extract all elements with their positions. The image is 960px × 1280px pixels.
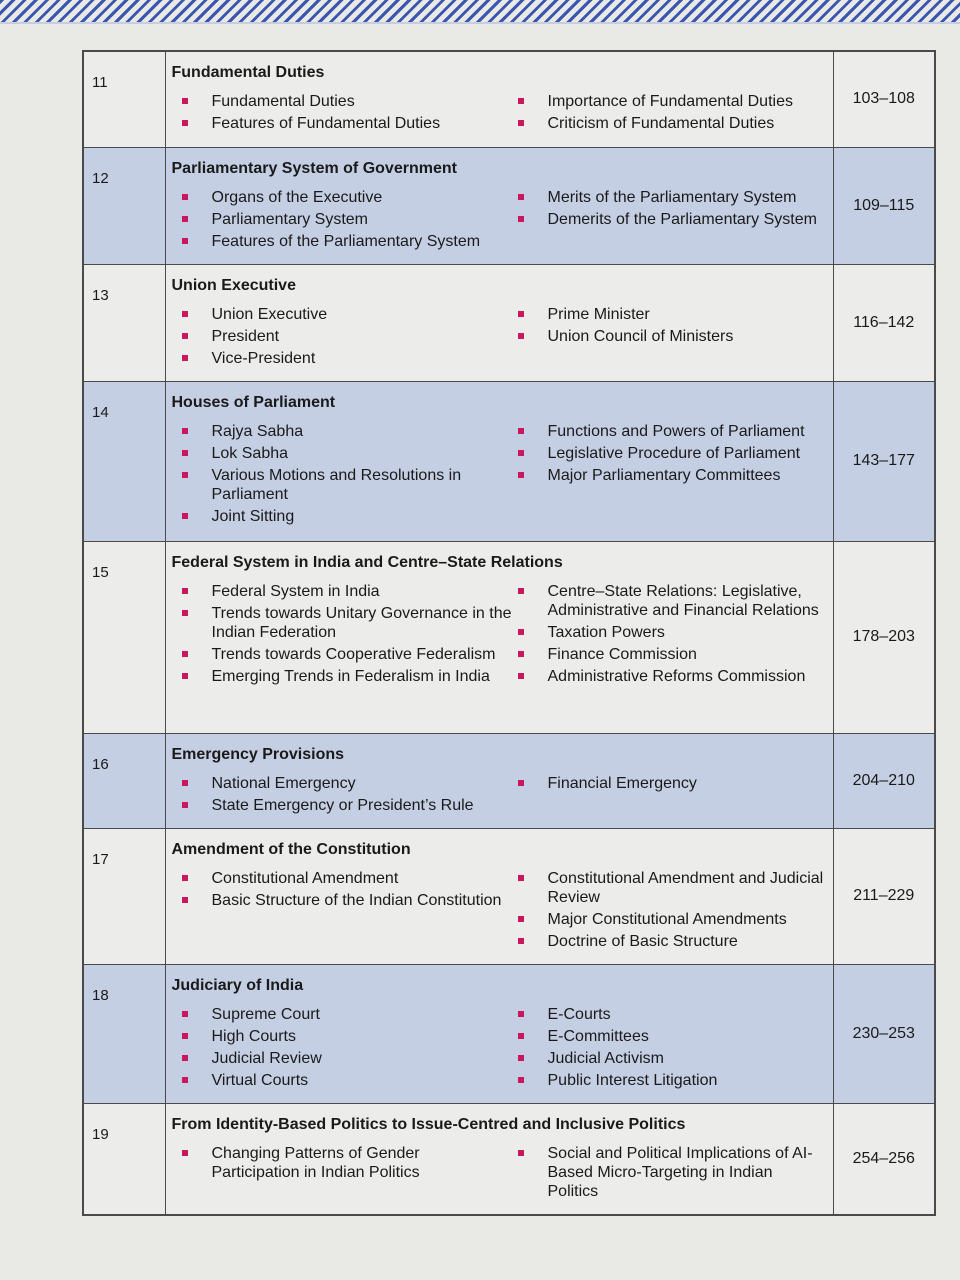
page-range: 178–203 (833, 541, 935, 733)
chapter-number: 12 (83, 147, 165, 264)
topic-columns (172, 582, 825, 689)
pink-square-bullet-icon (518, 1077, 524, 1083)
pink-square-bullet-icon (518, 428, 524, 434)
topic-list (182, 582, 512, 686)
topic-text: Functions and Powers of Parliament (547, 422, 805, 440)
topic-column-left (172, 1144, 512, 1204)
topic-list (182, 305, 512, 368)
topic-item (518, 1049, 825, 1068)
top-decorative-border (0, 0, 960, 24)
pink-square-bullet-icon (518, 98, 524, 104)
topic-item (182, 1049, 512, 1068)
chapter-title: Houses of Parliament (171, 393, 336, 411)
topic-list (182, 92, 512, 133)
page-range: 230–253 (833, 964, 935, 1103)
topic-column-left (172, 1005, 512, 1093)
page-range: 254–256 (833, 1103, 935, 1215)
topic-text: President (211, 327, 280, 345)
topic-item (182, 327, 512, 346)
topic-text: Importance of Fundamental Duties (547, 93, 793, 110)
topic-text: Basic Structure of the Indian Constitution (211, 891, 502, 909)
topic-list (518, 582, 825, 686)
topic-item (182, 92, 512, 111)
topic-text: Changing Patterns of Gender Participation in Indian Politics (211, 1144, 420, 1181)
topic-columns (172, 188, 825, 254)
topic-text: Virtual Courts (211, 1071, 309, 1089)
topic-text: Finance Commission (547, 645, 697, 663)
topic-text: E-Courts (547, 1005, 611, 1023)
topic-column-right (512, 1144, 825, 1204)
pink-square-bullet-icon (182, 450, 188, 456)
topic-columns (172, 1144, 825, 1204)
topic-item (518, 466, 825, 485)
topic-list (518, 305, 825, 346)
topic-list (182, 1144, 512, 1182)
chapter-row (83, 51, 935, 147)
pink-square-bullet-icon (182, 780, 188, 786)
topic-item (182, 507, 512, 526)
topic-column-right (512, 188, 825, 254)
topic-item (518, 1027, 825, 1046)
chapter-cell (165, 541, 833, 733)
pink-square-bullet-icon (182, 802, 188, 808)
topic-item (182, 891, 512, 910)
topic-text: Prime Minister (547, 305, 650, 323)
topic-column-left (172, 869, 512, 954)
topic-item (182, 188, 512, 207)
topic-column-right (512, 774, 825, 818)
topic-item (182, 1027, 512, 1046)
chapter-number: 17 (83, 828, 165, 964)
topic-text: Trends towards Unitary Governance in the Indian Federation (211, 604, 512, 641)
pink-square-bullet-icon (518, 673, 524, 679)
topic-text: National Emergency (211, 774, 356, 792)
pink-square-bullet-icon (518, 120, 524, 126)
topic-text: Fundamental Duties (211, 93, 355, 110)
pink-square-bullet-icon (182, 1011, 188, 1017)
topic-text: Taxation Powers (547, 623, 665, 641)
pink-square-bullet-icon (182, 428, 188, 434)
topic-text: Constitutional Amendment and Judicial Review (547, 869, 824, 906)
topic-text: Financial Emergency (547, 774, 697, 792)
pink-square-bullet-icon (518, 1055, 524, 1061)
topic-item (518, 305, 825, 324)
topic-text: Judicial Activism (547, 1049, 664, 1067)
page-range: 103–108 (833, 51, 935, 147)
topic-item (518, 1144, 825, 1201)
topic-text: Supreme Court (211, 1005, 320, 1023)
topic-text: Administrative Reforms Commission (547, 667, 806, 685)
topic-text: Major Constitutional Amendments (547, 910, 787, 928)
chapter-number: 18 (83, 964, 165, 1103)
pink-square-bullet-icon (182, 238, 188, 244)
chapter-title: Union Executive (171, 276, 296, 294)
topic-item (518, 444, 825, 463)
topic-item (182, 645, 512, 664)
page-range: 143–177 (833, 381, 935, 541)
pink-square-bullet-icon (182, 610, 188, 616)
pink-square-bullet-icon (182, 1077, 188, 1083)
topic-columns (172, 305, 825, 371)
topic-text: Legislative Procedure of Parliament (547, 444, 801, 462)
chapter-title: Fundamental Duties (171, 64, 325, 81)
chapter-title: Federal System in India and Centre–State Relations (171, 553, 563, 571)
pink-square-bullet-icon (518, 1033, 524, 1039)
chapter-number: 19 (83, 1103, 165, 1215)
topic-item (182, 1144, 512, 1182)
topic-column-left (172, 422, 512, 529)
topic-text: Various Motions and Resolutions in Parliament (211, 466, 462, 503)
topic-text: Emerging Trends in Federalism in India (211, 667, 490, 685)
topic-text: E-Committees (547, 1027, 649, 1045)
pink-square-bullet-icon (182, 1150, 188, 1156)
topic-item (182, 582, 512, 601)
topic-text: Joint Sitting (211, 507, 295, 525)
chapter-row (83, 964, 935, 1103)
chapter-title: Amendment of the Constitution (171, 840, 411, 858)
topic-item (182, 232, 512, 251)
chapter-title: Judiciary of India (171, 976, 304, 994)
topic-columns (172, 422, 825, 529)
topic-item (182, 305, 512, 324)
topic-column-left (172, 305, 512, 371)
topic-columns (172, 92, 825, 136)
chapter-row (83, 147, 935, 264)
pink-square-bullet-icon (182, 1033, 188, 1039)
topic-list (182, 422, 512, 526)
topic-text: Criticism of Fundamental Duties (547, 115, 775, 132)
topic-list (518, 869, 825, 951)
pink-square-bullet-icon (518, 472, 524, 478)
chapter-row (83, 1103, 935, 1215)
pink-square-bullet-icon (518, 938, 524, 944)
contents-page (82, 50, 934, 1216)
topic-column-right (512, 869, 825, 954)
chapter-row (83, 264, 935, 381)
topic-text: Doctrine of Basic Structure (547, 932, 738, 950)
topic-text: Merits of the Parliamentary System (547, 188, 797, 206)
topic-list (518, 422, 825, 485)
pink-square-bullet-icon (518, 780, 524, 786)
pink-square-bullet-icon (518, 916, 524, 922)
topic-item (518, 210, 825, 229)
chapter-title: From Identity-Based Politics to Issue-Centred and Inclusive Politics (171, 1115, 686, 1133)
topic-column-right (512, 305, 825, 371)
chapter-cell (165, 733, 833, 828)
chapter-number: 16 (83, 733, 165, 828)
topic-item (518, 645, 825, 664)
chapter-number: 11 (83, 51, 165, 147)
pink-square-bullet-icon (182, 194, 188, 200)
pink-square-bullet-icon (518, 588, 524, 594)
topic-text: High Courts (211, 1027, 296, 1045)
page-range: 204–210 (833, 733, 935, 828)
contents-table (82, 50, 936, 1216)
pink-square-bullet-icon (518, 450, 524, 456)
pink-square-bullet-icon (182, 513, 188, 519)
topic-item (518, 774, 825, 793)
topic-item (182, 444, 512, 463)
topic-column-right (512, 582, 825, 689)
pink-square-bullet-icon (518, 875, 524, 881)
topic-item (518, 327, 825, 346)
chapter-cell (165, 264, 833, 381)
topic-column-right (512, 422, 825, 529)
topic-text: Union Executive (211, 305, 328, 323)
topic-item (182, 1005, 512, 1024)
chapter-cell (165, 147, 833, 264)
topic-text: Vice-President (211, 349, 316, 367)
topic-item (182, 422, 512, 441)
topic-text: Centre–State Relations: Legislative, Administrative and Financial Relations (547, 582, 819, 619)
pink-square-bullet-icon (182, 472, 188, 478)
topic-item (518, 1071, 825, 1090)
pink-square-bullet-icon (182, 673, 188, 679)
topic-item (182, 604, 512, 642)
chapter-cell (165, 828, 833, 964)
chapter-row (83, 381, 935, 541)
topic-text: Trends towards Cooperative Federalism (211, 645, 496, 663)
topic-column-right (512, 1005, 825, 1093)
topic-columns (172, 774, 825, 818)
pink-square-bullet-icon (518, 311, 524, 317)
pink-square-bullet-icon (518, 651, 524, 657)
chapter-cell (165, 51, 833, 147)
topic-text: Lok Sabha (211, 444, 289, 462)
topic-columns (172, 869, 825, 954)
topic-list (182, 869, 512, 910)
topic-text: Public Interest Litigation (547, 1071, 718, 1089)
topic-item (182, 349, 512, 368)
chapter-cell (165, 1103, 833, 1215)
chapter-number: 14 (83, 381, 165, 541)
topic-item (518, 422, 825, 441)
topic-text: Federal System in India (211, 582, 380, 600)
topic-item (182, 210, 512, 229)
pink-square-bullet-icon (518, 1011, 524, 1017)
topic-text: Social and Political Implications of AI-Based Micro-Targeting in Indian Politics (547, 1144, 813, 1200)
topic-list (182, 1005, 512, 1090)
pink-square-bullet-icon (182, 651, 188, 657)
topic-text: Rajya Sabha (211, 422, 304, 440)
topic-column-left (172, 774, 512, 818)
chapter-title: Emergency Provisions (171, 745, 345, 763)
topic-columns (172, 1005, 825, 1093)
chapter-number: 13 (83, 264, 165, 381)
topic-list (518, 188, 825, 229)
topic-list (182, 188, 512, 251)
topic-text: Parliamentary System (211, 210, 368, 228)
pink-square-bullet-icon (182, 875, 188, 881)
topic-item (182, 869, 512, 888)
pink-square-bullet-icon (518, 1150, 524, 1156)
topic-column-left (172, 582, 512, 689)
chapter-row (83, 733, 935, 828)
topic-text: Constitutional Amendment (211, 869, 399, 887)
topic-text: Major Parliamentary Committees (547, 466, 781, 484)
pink-square-bullet-icon (182, 311, 188, 317)
chapter-title: Parliamentary System of Government (171, 159, 457, 177)
topic-text: State Emergency or President’s Rule (211, 796, 474, 814)
pink-square-bullet-icon (182, 333, 188, 339)
pink-square-bullet-icon (182, 588, 188, 594)
topic-item (518, 188, 825, 207)
topic-item (518, 92, 825, 111)
topic-column-right (512, 92, 825, 136)
topic-list (182, 774, 512, 815)
pink-square-bullet-icon (182, 1055, 188, 1061)
pink-square-bullet-icon (182, 98, 188, 104)
topic-item (518, 623, 825, 642)
topic-item (518, 932, 825, 951)
topic-text: Features of Fundamental Duties (211, 115, 441, 132)
topic-text: Organs of the Executive (211, 188, 383, 206)
pink-square-bullet-icon (182, 897, 188, 903)
topic-text: Union Council of Ministers (547, 327, 734, 345)
topic-item (518, 114, 825, 133)
pink-square-bullet-icon (182, 216, 188, 222)
topic-text: Judicial Review (211, 1049, 322, 1067)
topic-text: Features of the Parliamentary System (211, 232, 481, 250)
pink-square-bullet-icon (518, 216, 524, 222)
topic-item (518, 910, 825, 929)
topic-item (518, 1005, 825, 1024)
chapter-cell (165, 964, 833, 1103)
page-range: 109–115 (833, 147, 935, 264)
topic-item (182, 466, 512, 504)
topic-item (518, 869, 825, 907)
pink-square-bullet-icon (182, 120, 188, 126)
page-range: 116–142 (833, 264, 935, 381)
topic-column-left (172, 188, 512, 254)
topic-list (518, 92, 825, 133)
topic-list (518, 774, 825, 793)
topic-list (518, 1144, 825, 1201)
topic-item (182, 796, 512, 815)
topic-item (518, 582, 825, 620)
topic-item (182, 1071, 512, 1090)
pink-square-bullet-icon (182, 355, 188, 361)
pink-square-bullet-icon (518, 194, 524, 200)
pink-square-bullet-icon (518, 629, 524, 635)
topic-item (182, 774, 512, 793)
topic-column-left (172, 92, 512, 136)
topic-item (182, 667, 512, 686)
page-range: 211–229 (833, 828, 935, 964)
topic-item (182, 114, 512, 133)
pink-square-bullet-icon (518, 333, 524, 339)
chapter-row (83, 541, 935, 733)
topic-text: Demerits of the Parliamentary System (547, 210, 817, 228)
chapter-number: 15 (83, 541, 165, 733)
topic-item (518, 667, 825, 686)
chapter-row (83, 828, 935, 964)
topic-list (518, 1005, 825, 1090)
contents-table-body (83, 51, 935, 1215)
chapter-cell (165, 381, 833, 541)
